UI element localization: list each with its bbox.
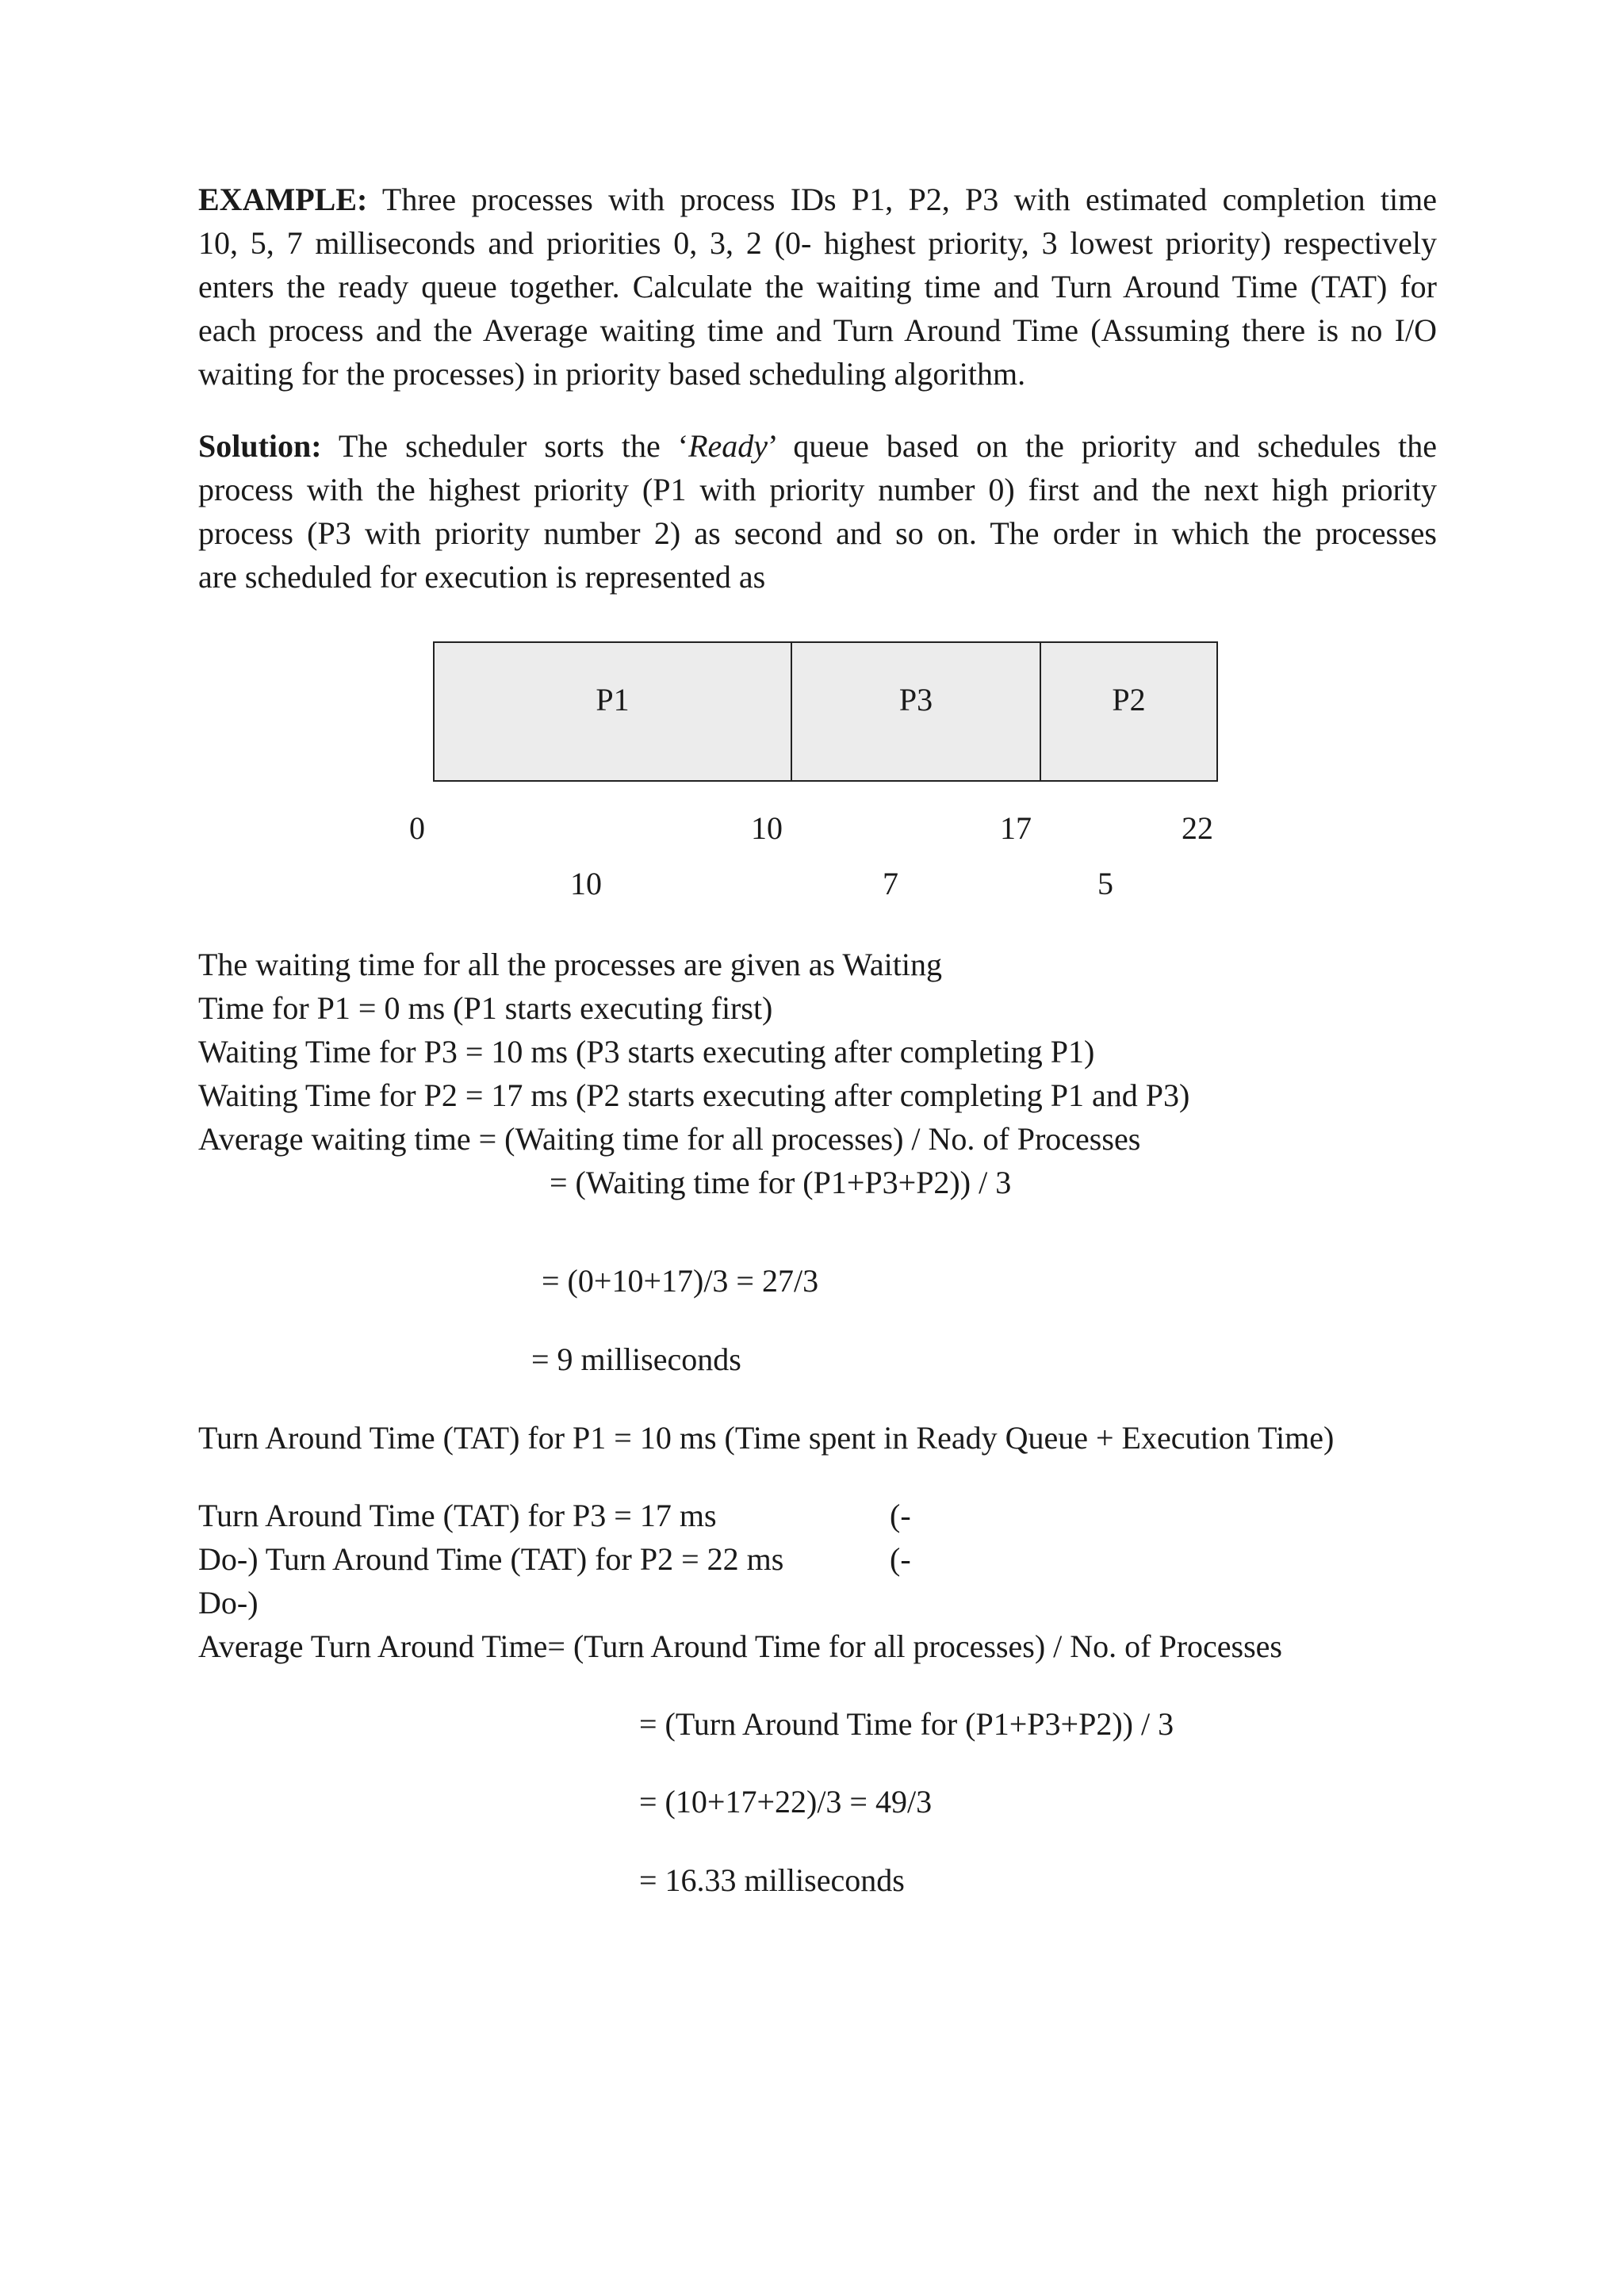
ready-italic: Ready bbox=[688, 428, 768, 464]
average-waiting-step-2: = (0+10+17)/3 = 27/3 bbox=[542, 1263, 819, 1299]
example-line-1: EXAMPLE: Three processes with process IDs P1, P2, P3 with estimated completion time bbox=[198, 182, 1437, 217]
average-tat-result: = 16.33 milliseconds bbox=[639, 1862, 905, 1898]
example-label: EXAMPLE: bbox=[198, 182, 368, 217]
gantt-block-p1-label: P1 bbox=[596, 682, 630, 718]
tat-line-2: Turn Around Time (TAT) for P3 = 17 ms bbox=[198, 1498, 717, 1533]
gantt-block-p2-label: P2 bbox=[1112, 682, 1146, 718]
average-waiting-formula: Average waiting time = (Waiting time for all processes) / No. of Processes bbox=[198, 1121, 1141, 1157]
example-line-2: 10, 5, 7 milliseconds and priorities 0, 3, 2 (0- highest priority, 3 lowest priority) respectively bbox=[198, 225, 1437, 261]
tat-line-1: Turn Around Time (TAT) for P1 = 10 ms (Time spent in Ready Queue + Execution Time) bbox=[198, 1420, 1335, 1456]
example-line-4: each process and the Average waiting time and Turn Around Time (Assuming there is no I/O bbox=[198, 312, 1437, 348]
gantt-block-p3-label: P3 bbox=[898, 682, 933, 718]
solution-line-4: are scheduled for execution is represented as bbox=[198, 559, 766, 595]
gantt-tick-0: 0 bbox=[409, 810, 425, 846]
gantt-tick-17: 17 bbox=[1000, 810, 1032, 846]
solution-line-2: process with the highest priority (P1 with priority number 0) first and the next high priority bbox=[198, 472, 1437, 507]
gantt-duration-p2: 5 bbox=[1097, 866, 1113, 901]
example-line-5: waiting for the processes) in priority based scheduling algorithm. bbox=[198, 356, 1026, 392]
example-paragraph bbox=[198, 178, 1437, 396]
waiting-line-1: The waiting time for all the processes are given as Waiting bbox=[198, 947, 942, 982]
gantt-block-p2 bbox=[1040, 641, 1218, 782]
gantt-duration-p3: 7 bbox=[883, 866, 898, 901]
gantt-duration-p1: 10 bbox=[570, 866, 602, 901]
solution-paragraph bbox=[198, 424, 1437, 599]
example-line-3: enters the ready queue together. Calculate the waiting time and Turn Around Time (TAT) for bbox=[198, 269, 1437, 304]
tat-line-3-ditto: (- bbox=[890, 1541, 911, 1577]
tat-line-2-ditto: (- bbox=[890, 1498, 911, 1533]
gantt-block-p1 bbox=[433, 641, 792, 782]
waiting-line-4: Waiting Time for P2 = 17 ms (P2 starts executing after completing P1 and P3) bbox=[198, 1077, 1190, 1113]
solution-line-1: Solution: The scheduler sorts the ‘Ready’ queue based on the priority and schedules the bbox=[198, 428, 1437, 464]
solution-line-3: process (P3 with priority number 2) as second and so on. The order in which the processes bbox=[198, 515, 1437, 551]
average-waiting-result: = 9 milliseconds bbox=[531, 1341, 741, 1377]
waiting-line-2: Time for P1 = 0 ms (P1 starts executing first) bbox=[198, 990, 773, 1026]
average-waiting-step-1: = (Waiting time for (P1+P3+P2)) / 3 bbox=[550, 1165, 1012, 1200]
tat-line-4: Do-) bbox=[198, 1585, 259, 1621]
gantt-block-p3 bbox=[791, 641, 1041, 782]
waiting-line-3: Waiting Time for P3 = 10 ms (P3 starts executing after completing P1) bbox=[198, 1034, 1095, 1070]
average-tat-step-1: = (Turn Around Time for (P1+P3+P2)) / 3 bbox=[639, 1706, 1174, 1742]
average-tat-formula: Average Turn Around Time= (Turn Around Time for all processes) / No. of Processes bbox=[198, 1628, 1282, 1664]
gantt-tick-10: 10 bbox=[751, 810, 783, 846]
gantt-tick-22: 22 bbox=[1182, 810, 1213, 846]
tat-line-3: Do-) Turn Around Time (TAT) for P2 = 22 ms bbox=[198, 1541, 784, 1577]
average-tat-step-2: = (10+17+22)/3 = 49/3 bbox=[639, 1784, 933, 1820]
solution-label: Solution: bbox=[198, 428, 322, 464]
